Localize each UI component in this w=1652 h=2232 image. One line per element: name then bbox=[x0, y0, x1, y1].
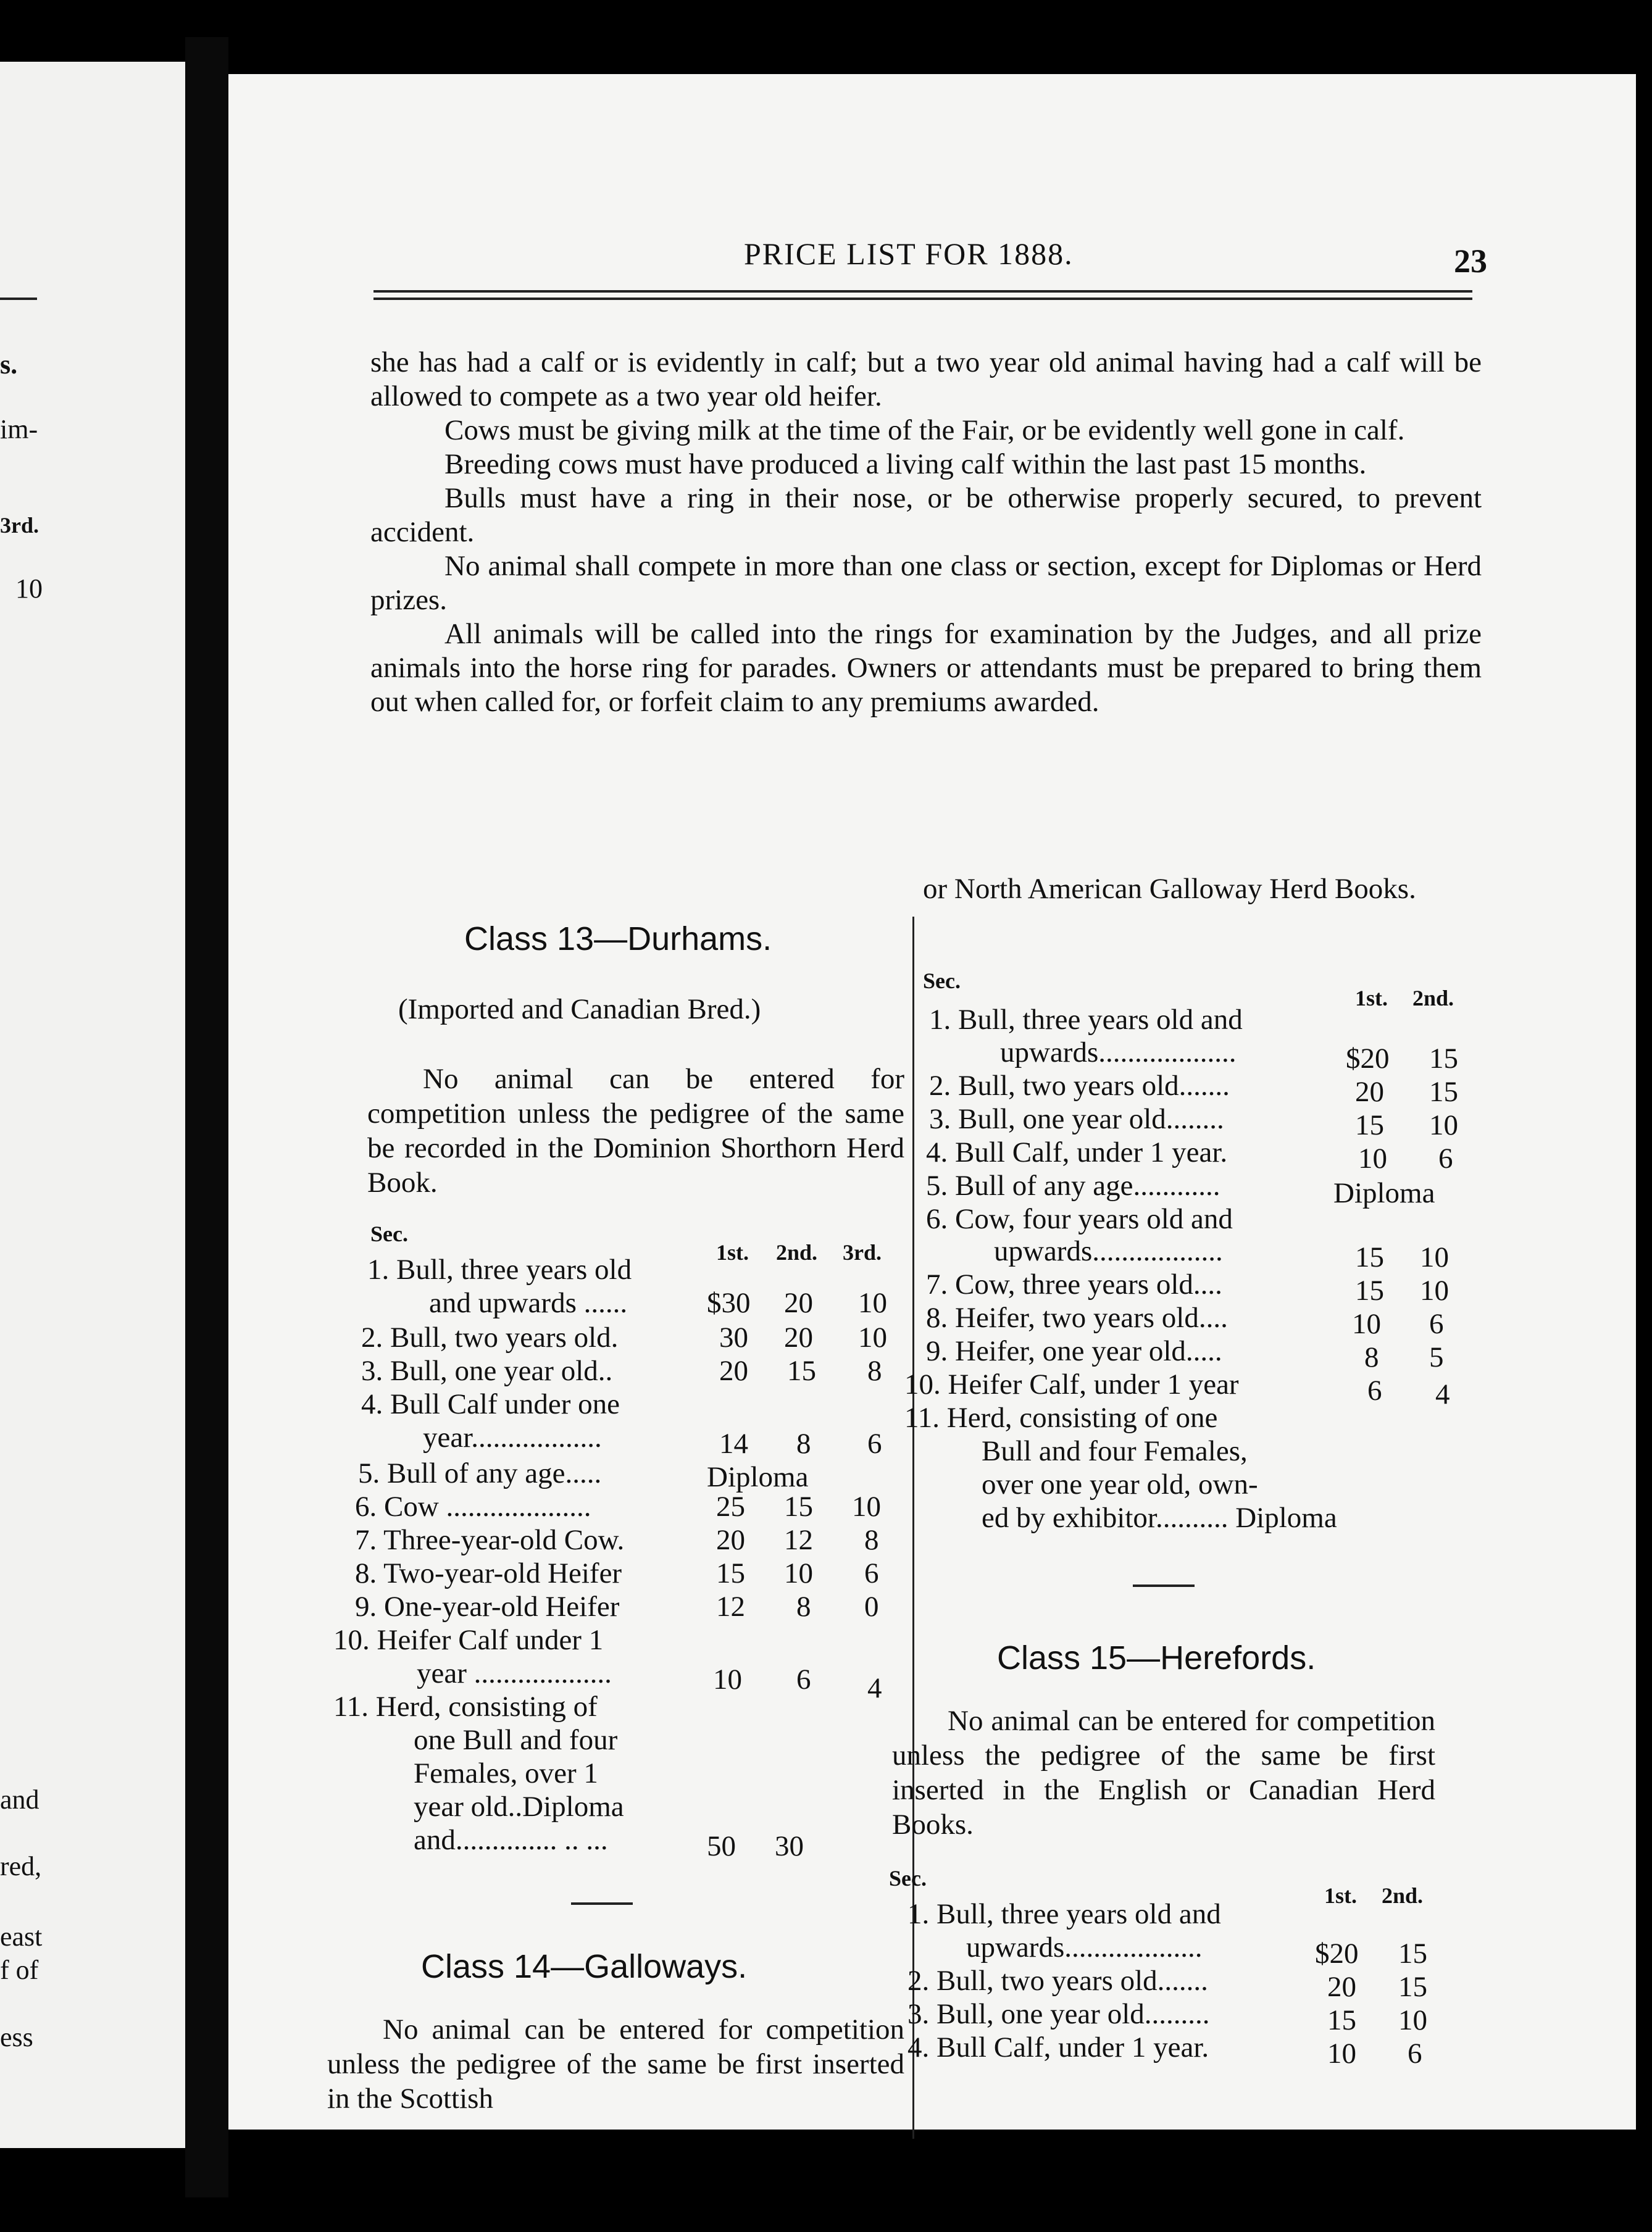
prize-first: $20 bbox=[1346, 1043, 1390, 1075]
class-14-row-cont: over one year old, own- bbox=[982, 1468, 1258, 1501]
prize-third: 10 bbox=[858, 1287, 887, 1319]
col-header-second: 2nd. bbox=[776, 1240, 818, 1265]
prize-first: 10 bbox=[1358, 1143, 1387, 1175]
section-rule bbox=[1133, 1584, 1195, 1587]
rule-paragraph: Breeding cows must have produced a living calf within the last past 15 months. bbox=[444, 448, 1367, 480]
class-14-row-cont: upwards................... bbox=[1000, 1036, 1237, 1068]
left-page-rule bbox=[0, 298, 37, 300]
class-14-row-label: 10. Heifer Calf, under 1 year bbox=[904, 1368, 1239, 1401]
class-13-row-label: 10. Heifer Calf under 1 bbox=[333, 1624, 604, 1656]
class-13-row-label: 2. Bull, two years old. bbox=[361, 1322, 619, 1354]
prize-second: 6 bbox=[796, 1664, 811, 1696]
class-13-row-cont: one Bull and four bbox=[414, 1724, 618, 1756]
col-header-sec: Sec. bbox=[889, 1866, 927, 1891]
rule-paragraph: Bulls must have a ring in their nose, or be otherwise properly secured, to prevent accident. bbox=[370, 482, 1482, 548]
prize-first: 25 bbox=[716, 1491, 745, 1523]
section-rule bbox=[571, 1902, 633, 1905]
prize-first: 14 bbox=[719, 1428, 748, 1460]
class-13-row-label: 9. One-year-old Heifer bbox=[355, 1591, 620, 1623]
col-header-third: 3rd. bbox=[843, 1240, 882, 1265]
class-15-row-cont: upwards................... bbox=[966, 1931, 1203, 1963]
prize-first: $30 bbox=[707, 1287, 751, 1319]
left-fragment: im- bbox=[0, 414, 38, 444]
prize-second: 15 bbox=[1429, 1076, 1458, 1108]
rules-block bbox=[370, 346, 1482, 719]
left-fragment: ess bbox=[0, 2022, 33, 2052]
prize-first: 50 bbox=[707, 1830, 736, 1862]
prize-second: 8 bbox=[796, 1591, 811, 1623]
prize-second: 10 bbox=[1420, 1241, 1449, 1273]
class-13-row-cont: and.............. .. ... bbox=[414, 1824, 608, 1856]
prize-second: 12 bbox=[784, 1524, 813, 1556]
prize-first: 15 bbox=[1355, 1241, 1384, 1273]
class-13-row-label: 4. Bull Calf under one bbox=[361, 1388, 620, 1420]
class-15-title: Class 15—Herefords. bbox=[997, 1639, 1316, 1676]
prize-second: 20 bbox=[784, 1322, 813, 1354]
prize-second: 5 bbox=[1429, 1341, 1444, 1373]
left-fragment: f of bbox=[0, 1955, 39, 1985]
prize-first: $20 bbox=[1315, 1938, 1359, 1970]
prize-third: 6 bbox=[867, 1428, 882, 1460]
left-facing-page bbox=[0, 62, 185, 2148]
prize-third: 8 bbox=[864, 1524, 879, 1556]
prize-third: 4 bbox=[867, 1672, 882, 1704]
col-header-first: 1st. bbox=[1324, 1883, 1357, 1908]
left-fragment: 3rd. bbox=[0, 513, 39, 538]
prize-first: 10 bbox=[1327, 2038, 1356, 2070]
prize-first: 20 bbox=[716, 1524, 745, 1556]
class-14-note: No animal can be entered for competition unless the pedigree of the same be first inserted in the Scottish bbox=[327, 2013, 904, 2115]
left-fragment: 10 bbox=[15, 573, 43, 604]
class-14-note-cont: or North American Galloway Herd Books. bbox=[923, 873, 1416, 905]
col-header-first: 1st. bbox=[716, 1240, 749, 1265]
class-14-row-label: 4. Bull Calf, under 1 year. bbox=[926, 1136, 1228, 1168]
left-fragment: red, bbox=[0, 1851, 42, 1881]
prize-first: 15 bbox=[1355, 1275, 1384, 1307]
prize-third: 10 bbox=[852, 1491, 881, 1523]
prize-first: 20 bbox=[1355, 1076, 1384, 1108]
prize-second: 10 bbox=[1420, 1275, 1449, 1307]
class-14-row-cont: Bull and four Females, bbox=[982, 1435, 1248, 1467]
class-14-row-label: 6. Cow, four years old and bbox=[926, 1203, 1233, 1235]
prize-second: 10 bbox=[1398, 2004, 1427, 2036]
class-13-subtitle: (Imported and Canadian Bred.) bbox=[398, 993, 761, 1025]
prize-second: 15 bbox=[787, 1355, 816, 1387]
class-13-note: No animal can be entered for competition unless the pedigree of the same be recorded in the Dominion Shorthorn Herd Book. bbox=[367, 1063, 904, 1199]
prize-first: 15 bbox=[1355, 1109, 1384, 1141]
class-13-row-cont: year old..Diploma bbox=[414, 1791, 624, 1823]
rule-paragraph: All animals will be called into the rings for examination by the Judges, and all prize animals into the horse ring for parades. Owners or attendants must be prepared to bring them out when called for, or forfeit claim to any premiums awarded. bbox=[370, 618, 1482, 718]
col-header-second: 2nd. bbox=[1382, 1883, 1424, 1908]
class-14-row-cont: upwards.................. bbox=[994, 1235, 1223, 1267]
class-13-row-cont: Females, over 1 bbox=[414, 1757, 598, 1789]
class-13-row-label: 5. Bull of any age..... bbox=[358, 1457, 602, 1489]
class-15-note: No animal can be entered for competition unless the pedigree of the same be first inserted in the English or Canadian Herd Books. bbox=[892, 1705, 1435, 1841]
rule-paragraph: Cows must be giving milk at the time of the Fair, or be evidently well gone in calf. bbox=[444, 414, 1405, 446]
class-14-row-label: 9. Heifer, one year old..... bbox=[926, 1335, 1222, 1367]
class-13-row-label: 8. Two-year-old Heifer bbox=[355, 1557, 622, 1589]
prize-second: 15 bbox=[1429, 1043, 1458, 1075]
class-13-row-label: 3. Bull, one year old.. bbox=[361, 1355, 613, 1387]
class-13-title: Class 13—Durhams. bbox=[464, 920, 772, 957]
class-13-row-label: 11. Herd, consisting of bbox=[333, 1691, 598, 1723]
class-15-row-label: 4. Bull Calf, under 1 year. bbox=[907, 2031, 1209, 2063]
class-14-row-cont: ed by exhibitor.......... Diploma bbox=[982, 1502, 1337, 1534]
col-header-second: 2nd. bbox=[1412, 986, 1454, 1010]
class-14-row-label: 8. Heifer, two years old.... bbox=[926, 1302, 1228, 1334]
prize-third: 6 bbox=[864, 1557, 879, 1589]
prize-second: 8 bbox=[796, 1428, 811, 1460]
prize-second: 10 bbox=[784, 1557, 813, 1589]
left-fragment: and bbox=[0, 1784, 40, 1815]
prize-second: 4 bbox=[1435, 1378, 1450, 1410]
class-14-row-label: 11. Herd, consisting of one bbox=[904, 1402, 1218, 1434]
header-rule bbox=[373, 290, 1472, 293]
class-14-row-label: 1. Bull, three years old and bbox=[929, 1004, 1243, 1036]
class-13-row-cont: year.................. bbox=[423, 1422, 602, 1454]
page-header-title: PRICE LIST FOR 1888. bbox=[744, 236, 1074, 271]
prize-first: 6 bbox=[1367, 1375, 1382, 1407]
prize-first: 20 bbox=[1327, 1971, 1356, 2003]
class-15-row-label: 2. Bull, two years old....... bbox=[907, 1965, 1208, 1997]
prize-second: 15 bbox=[1398, 1938, 1427, 1970]
header-rule bbox=[373, 298, 1472, 300]
class-13-row-label: 6. Cow .................... bbox=[355, 1491, 591, 1523]
prize-first: 15 bbox=[1327, 2004, 1356, 2036]
prize-third: 0 bbox=[864, 1591, 879, 1623]
prize-second: 30 bbox=[775, 1830, 804, 1862]
prize-third: 8 bbox=[867, 1355, 882, 1387]
column-divider bbox=[912, 917, 914, 2139]
left-fragment: s. bbox=[0, 349, 18, 380]
book-spine bbox=[185, 37, 228, 2197]
class-14-row-label: 3. Bull, one year old........ bbox=[929, 1103, 1224, 1135]
class-14-title: Class 14—Galloways. bbox=[421, 1948, 748, 1985]
rule-paragraph: she has had a calf or is evidently in calf; but a two year old animal having had a calf will be allowed to compete as a two year old heifer. bbox=[370, 346, 1482, 412]
prize-first: 8 bbox=[1364, 1341, 1379, 1373]
prize-first: 10 bbox=[713, 1664, 742, 1696]
prize-first: Diploma bbox=[707, 1461, 809, 1493]
col-header-sec: Sec. bbox=[923, 968, 961, 993]
col-header-first: 1st. bbox=[1355, 986, 1388, 1010]
class-13-row-label: 1. Bull, three years old bbox=[367, 1254, 632, 1286]
prize-second: 6 bbox=[1408, 2038, 1422, 2070]
prize-second: 6 bbox=[1438, 1143, 1453, 1175]
class-15-row-label: 1. Bull, three years old and bbox=[907, 1898, 1221, 1930]
left-fragment: east bbox=[0, 1922, 43, 1952]
prize-first: 15 bbox=[716, 1557, 745, 1589]
rule-paragraph: No animal shall compete in more than one class or section, except for Diplomas or Herd prizes. bbox=[370, 550, 1482, 616]
prize-first: Diploma bbox=[1333, 1177, 1435, 1209]
class-13-row-label: 7. Three-year-old Cow. bbox=[355, 1524, 625, 1556]
prize-second: 20 bbox=[784, 1287, 813, 1319]
class-14-row-label: 5. Bull of any age............ bbox=[926, 1170, 1220, 1202]
prize-first: 20 bbox=[719, 1355, 748, 1387]
prize-second: 6 bbox=[1429, 1308, 1444, 1340]
class-13-row-cont: year ................... bbox=[417, 1657, 612, 1689]
page-number: 23 bbox=[1454, 243, 1487, 280]
class-15-row-label: 3. Bull, one year old......... bbox=[907, 1998, 1210, 2030]
prize-second: 15 bbox=[1398, 1971, 1427, 2003]
prize-third: 10 bbox=[858, 1322, 887, 1354]
prize-first: 12 bbox=[716, 1591, 745, 1623]
class-14-row-label: 7. Cow, three years old.... bbox=[926, 1268, 1222, 1301]
prize-second: 10 bbox=[1429, 1109, 1458, 1141]
class-14-row-label: 2. Bull, two years old....... bbox=[929, 1070, 1230, 1102]
prize-second: 15 bbox=[784, 1491, 813, 1523]
class-13-row-cont: and upwards ...... bbox=[429, 1287, 628, 1319]
col-header-sec: Sec. bbox=[370, 1222, 408, 1246]
page bbox=[228, 74, 1636, 2130]
prize-first: 30 bbox=[719, 1322, 748, 1354]
prize-first: 10 bbox=[1352, 1308, 1381, 1340]
